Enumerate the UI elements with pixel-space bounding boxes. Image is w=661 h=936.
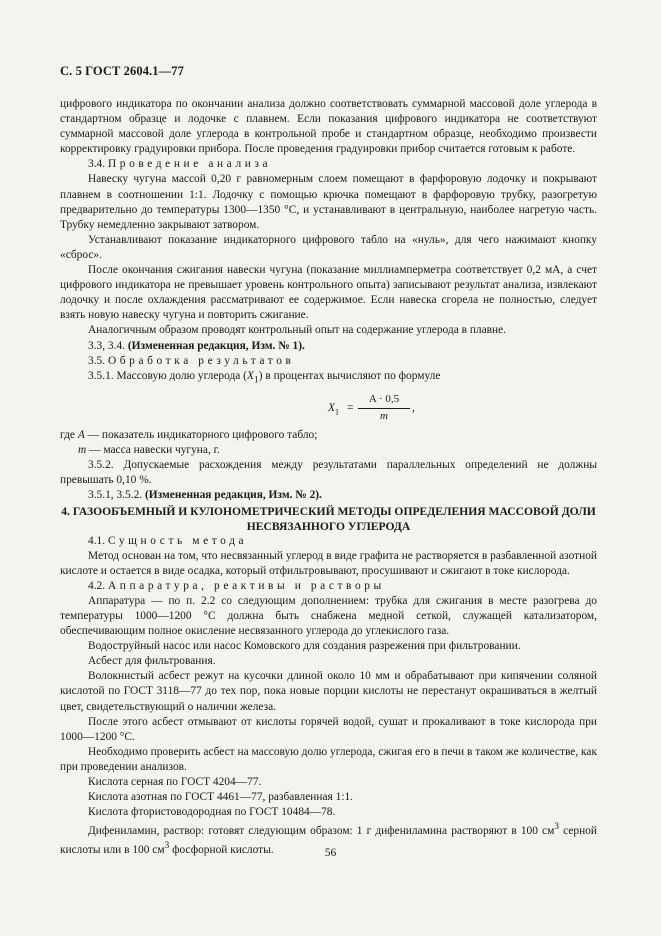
legend-line [60, 428, 597, 443]
amendment-text: (Измененная редакция, Изм. № 2). [144, 489, 322, 502]
formula-tail: , [412, 402, 415, 415]
superscript: 3 [164, 841, 170, 852]
formula-lhs [328, 401, 339, 419]
formula [60, 390, 597, 426]
text-run: 3.5.1. Массовую долю углерода ( [88, 369, 247, 382]
subsection-number: 3.4. [88, 158, 106, 171]
page-number: 56 [324, 847, 337, 859]
text-run: где [60, 429, 75, 442]
subsection-heading-3-4 [60, 157, 597, 172]
paragraph: После окончания сжигания навески чугуна (показание миллиамперметра соответствует 0,2 мА, а счет цифрового индикатора не превышает уровень контрольного опыта) записывают результат анализа, извлекают лодочку и после охлаждения рассматривают ее содержимое. Если навеска сгорела не полностью, следует взять новую навеску чугуна и повторить сжигание. [60, 264, 597, 322]
formula-numerator: A · 0,5 [358, 392, 410, 409]
text-run: — масса навески чугуна, г. [89, 444, 220, 457]
variable: m [78, 444, 87, 457]
formula-subscript: 1 [334, 407, 339, 417]
superscript: 3 [554, 822, 560, 833]
subsection-number: 4.1. [88, 534, 106, 547]
subsection-title: Сущность метода [107, 534, 248, 547]
formula-variable: X [328, 402, 335, 415]
subsection-number: 4.2. [88, 579, 106, 592]
amendment-text: (Измененная редакция, Изм. № 1). [127, 339, 305, 352]
subsection-title: Проведение анализа [107, 158, 272, 171]
paragraph: Метод основан на том, что несвязанный углерод в виде графита не растворяется в разбавленной азотной кислоте и остается в виде осадка, который отфильтровывают, просушивают и сжигают в токе кислорода. [60, 549, 597, 577]
paragraph: цифрового индикатора по окончании анализа должно соответствовать суммарной массовой доле углерода в стандартном образце и лодочке с плавнем. Если показания цифрового индикатора не соответствуют суммарной массовой доле углерода в контрольной пробе и стандартном образце, необходимо произвести корректировку градуировки прибора. После проведения градуировки прибор считается готовым к работе. [60, 98, 597, 156]
paragraph: Необходимо проверить асбест на массовую долю углерода, сжигая его в печи в таком же количестве, как при проведении анализов. [60, 745, 597, 773]
subsection-heading-3-5 [60, 354, 597, 369]
formula-equals: = [347, 402, 354, 415]
text-run: фосфорной кислоты. [169, 844, 274, 856]
text-run: — показатель индикаторного цифрового табло; [87, 429, 318, 442]
variable: А [77, 429, 85, 442]
paragraph: Аналогичным образом проводят контрольный опыт на содержание углерода в плавне. [88, 324, 507, 337]
amendment-clauses: 3.5.1, 3.5.2. [88, 489, 143, 502]
variable: X [246, 369, 254, 382]
amendment-clauses: 3.3, 3.4. [88, 339, 126, 352]
paragraph: После этого асбест отмывают от кислоты горячей водой, сушат и прокаливают в токе кислорода при 1000—1200 °С. [60, 715, 597, 743]
text-run: ) в процентах вычисляют по формуле [258, 369, 441, 382]
paragraph: Аппаратура — по п. 2.2 со следующим дополнением: трубка для сжигания в месте разогрева до температуры 1000—1200 °С должна быть снабжена медной сеткой, служащей катализатором, обеспечивающим полное окисление несвязанного углерода до углекислого газа. [60, 594, 597, 638]
paragraph: 3.5.2. Допускаемые расхождения между результатами параллельных определений не должны превышать 0,10 %. [60, 459, 597, 487]
paragraph: Устанавливают показание индикаторного цифрового табло на «нуль», для чего нажимают кнопку «сброс». [60, 233, 597, 261]
formula-denominator: m [380, 410, 388, 423]
amendment-note [60, 339, 597, 354]
reagent-line: Кислота азотная по ГОСТ 4461—77, разбавленная 1:1. [88, 791, 354, 804]
reagent-line: Кислота фтористоводородная по ГОСТ 10484—78. [88, 806, 336, 819]
paragraph [60, 369, 597, 388]
paragraph: Навеску чугуна массой 0,20 г равномерным слоем помещают в фарфоровую лодочку и покрывают плавнем в соотношении 1:1. Лодочку с помощью крючка помещают в фарфоровую трубку, разогретую предварительно до температуры 1300—1350 °С, и устанавливают в центральную, наиболее нагретую часть. Трубку немедленно закрывают затвором. [60, 173, 597, 231]
section-4-title: 4. ГАЗООБЪЕМНЫЙ И КУЛОНОМЕТРИЧЕСКИЙ МЕТОДЫ ОПРЕДЕЛЕНИЯ МАССОВОЙ ДОЛИ НЕСВЯЗАННОГО УГЛЕРОДА [61, 504, 596, 533]
reagent-line: Кислота серная по ГОСТ 4204—77. [88, 776, 262, 789]
text-run: Дифениламин, раствор: готовят следующим образом: 1 г дифениламина растворяют в 100 см [88, 825, 555, 838]
page-body [60, 97, 597, 858]
subsection-number: 3.5. [88, 354, 106, 367]
subscript: 1 [253, 374, 259, 385]
legend-line [60, 443, 597, 458]
paragraph: Водоструйный насос или насос Комовского для создания разрежения при фильтровании. [88, 640, 521, 653]
paragraph: Волокнистый асбест режут на кусочки длиной около 10 мм и обрабатывают при кипячении соляной кислотой по ГОСТ 3118—77 до тех пор, пока новые порции кислоты не перестанут окрашиваться в желтый цвет, свидетельствующий о наличии железа. [60, 670, 597, 713]
page-header: С. 5 ГОСТ 2604.1—77 [60, 64, 184, 78]
formula-fraction [358, 392, 410, 424]
text-run: серной кислоты или в 100 см [60, 825, 597, 856]
subsection-heading-4-2 [60, 579, 597, 594]
amendment-note [60, 488, 597, 503]
subsection-heading-4-1 [60, 534, 597, 549]
subsection-title: Аппаратура, реактивы и растворы [107, 579, 385, 592]
subsection-title: Обработка результатов [107, 354, 295, 367]
paragraph: Асбест для фильтрования. [88, 655, 216, 668]
